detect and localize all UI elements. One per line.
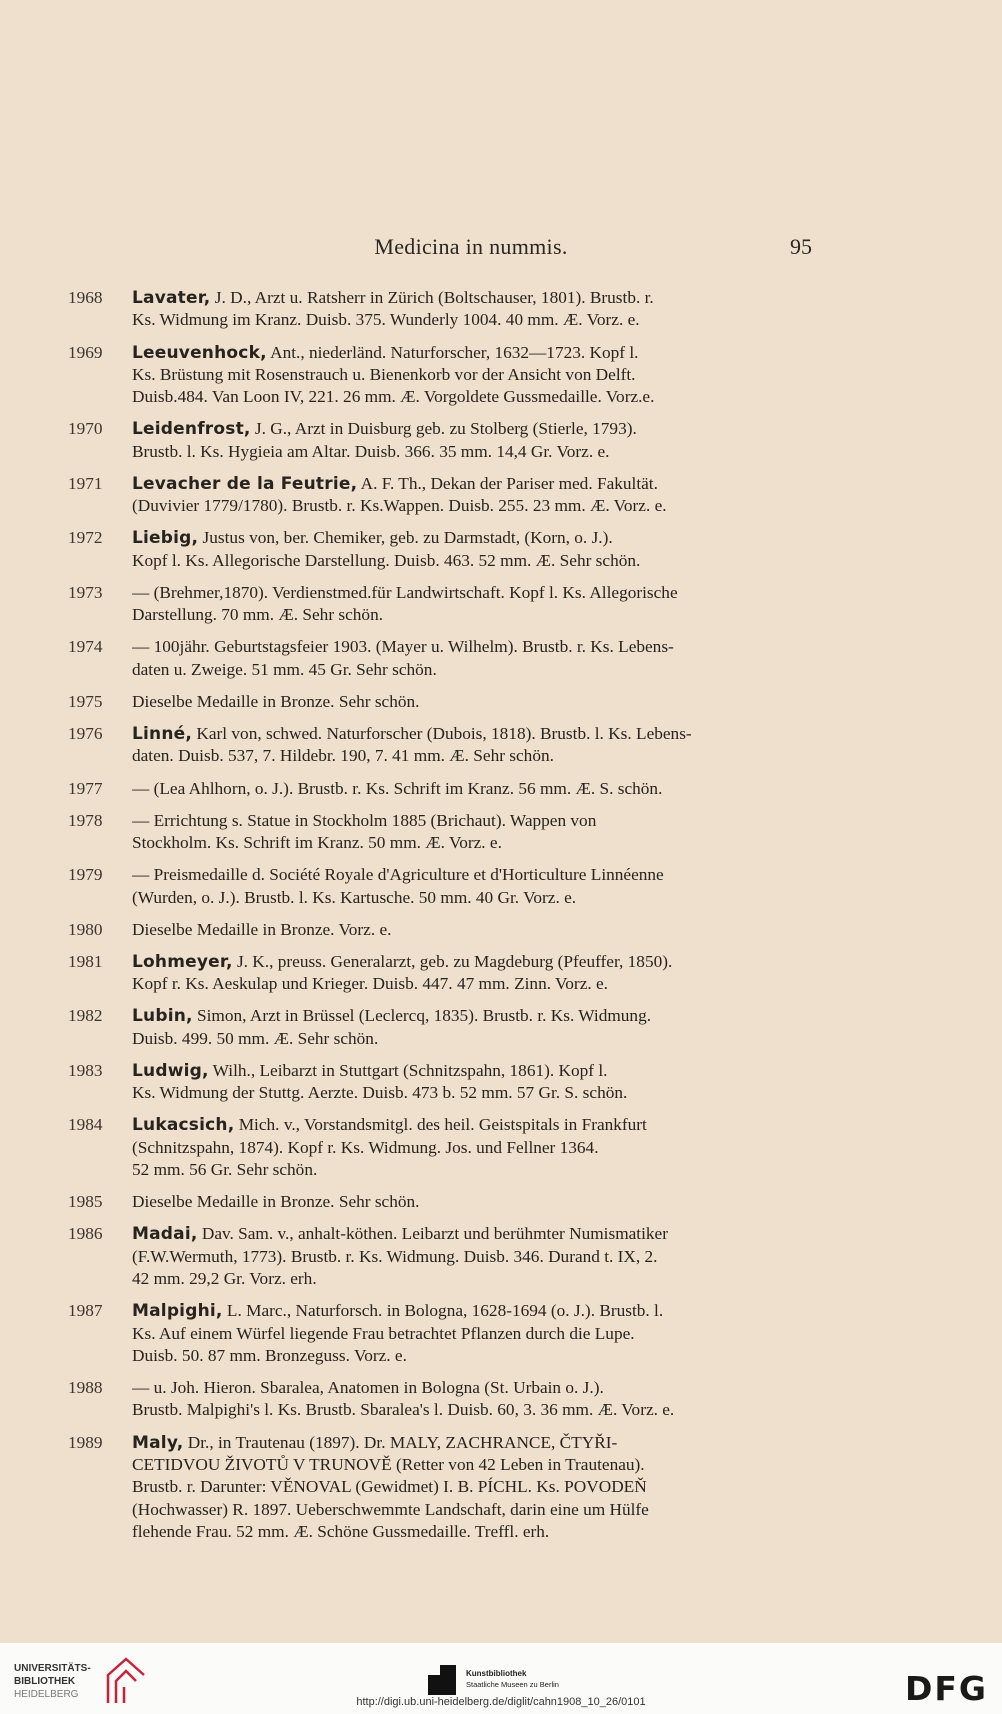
entry-line: CETIDVOU ŽIVOTŮ V TRUNOVĚ (Retter von 42 Leben in Trautenau). (132, 1454, 645, 1474)
entry-number: 1981 (68, 951, 103, 971)
kunstbibliothek-logo[interactable] (428, 1665, 608, 1695)
catalog-entry (60, 778, 832, 800)
running-head (130, 234, 812, 264)
entry-number: 1985 (68, 1192, 103, 1212)
entry-number: 1982 (68, 1006, 103, 1026)
entry-text: A. F. Th., Dekan der Pariser med. Fakultät. (357, 473, 658, 493)
entry-number: 1979 (68, 865, 103, 885)
catalog-entry (60, 1005, 832, 1050)
kunstbibliothek-text: Kunstbibliothek Staatliche Museen zu Berlin (466, 1669, 559, 1689)
catalog-entry (60, 810, 832, 855)
catalog-entry (60, 582, 832, 627)
entry-line: Brustb. l. Ks. Hygieia am Altar. Duisb. 366. 35 mm. 14,4 Gr. Vorz. e. (132, 441, 610, 461)
entry-number: 1969 (68, 342, 103, 362)
entry-line (132, 418, 832, 440)
catalog-entries (60, 287, 832, 1553)
entry-line (132, 951, 832, 973)
entry-line: daten u. Zweige. 51 mm. 45 Gr. Sehr schön. (132, 659, 437, 679)
entry-line: Dieselbe Medaille in Bronze. Vorz. e. (132, 919, 392, 939)
entry-line: Kopf r. Ks. Aeskulap und Krieger. Duisb. 447. 47 mm. Zinn. Vorz. e. (132, 974, 608, 994)
entry-name: Ludwig, (132, 1060, 209, 1081)
catalog-entry (60, 691, 832, 713)
catalog-entry (60, 919, 832, 941)
entry-line (132, 1300, 832, 1322)
entry-name: Lavater, (132, 288, 211, 308)
entry-text: J. K., preuss. Generalarzt, geb. zu Magdeburg (Pfeuffer, 1850). (232, 951, 673, 971)
page-title: Medicina in nummis. (374, 234, 568, 259)
entry-line (132, 1432, 832, 1454)
dfg-logo[interactable]: DFG (904, 1669, 988, 1708)
entry-number: 1986 (68, 1224, 103, 1244)
entry-number: 1984 (68, 1115, 103, 1135)
entry-line: Dieselbe Medaille in Bronze. Sehr schön. (132, 691, 420, 711)
entry-text: Ant., niederländ. Naturforscher, 1632—1723. Kopf l. (266, 342, 639, 362)
entry-line: 42 mm. 29,2 Gr. Vorz. erh. (132, 1269, 317, 1288)
entry-line (132, 342, 832, 364)
entry-text: L. Marc., Naturforsch. in Bologna, 1628-1694 (o. J.). Brustb. l. (222, 1301, 664, 1321)
entry-number: 1978 (68, 810, 103, 830)
catalog-entry (60, 473, 832, 518)
entry-line: (Duvivier 1779/1780). Brustb. r. Ks.Wappen. Duisb. 255. 23 mm. Æ. Vorz. e. (132, 496, 667, 516)
entry-number: 1975 (68, 691, 103, 711)
entry-number: 1983 (68, 1060, 103, 1080)
entry-number: 1970 (68, 419, 103, 439)
catalog-entry (60, 864, 832, 909)
entry-name: Leidenfrost, (132, 419, 251, 440)
source-url[interactable]: http://digi.ub.uni-heidelberg.de/diglit/cahn1908_10_26/0101 (356, 1696, 646, 1708)
entry-line: — u. Joh. Hieron. Sbaralea, Anatomen in Bologna (St. Urbain o. J.). (132, 1378, 604, 1397)
entry-number: 1977 (68, 778, 103, 798)
entry-text: Simon, Arzt in Brüssel (Leclercq, 1835). Brustb. r. Ks. Widmung. (192, 1006, 652, 1026)
entry-number: 1976 (68, 724, 103, 743)
entry-text: Justus von, ber. Chemiker, geb. zu Darmstadt, (Korn, o. J.). (198, 528, 613, 548)
entry-name: Linné, (132, 724, 193, 744)
entry-number: 1987 (68, 1301, 103, 1321)
entry-line: daten. Duisb. 537, 7. Hildebr. 190, 7. 41 mm. Æ. Sehr schön. (132, 746, 554, 766)
entry-line: (Hochwasser) R. 1897. Ueberschwemmte Landschaft, darin eine um Hülfe (132, 1499, 649, 1519)
entry-name: Leeuvenhock, (132, 342, 267, 363)
catalog-entry (60, 1300, 832, 1367)
entry-line: Stockholm. Ks. Schrift im Kranz. 50 mm. Æ. Vorz. e. (132, 833, 502, 852)
catalog-entry (60, 1114, 832, 1181)
entry-number: 1989 (68, 1432, 103, 1452)
entry-number: 1974 (68, 637, 103, 657)
entry-text: Mich. v., Vorstandsmitgl. des heil. Geistspitals in Frankfurt (234, 1115, 647, 1135)
entry-line: Ks. Brüstung mit Rosenstrauch u. Bienenkorb vor der Ansicht von Delft. (132, 364, 636, 384)
entry-line: Ks. Widmung im Kranz. Duisb. 375. Wunderly 1004. 40 mm. Æ. Vorz. e. (132, 310, 640, 330)
entry-line (132, 1223, 832, 1245)
entry-line (132, 287, 832, 309)
entry-line: Brustb. Malpighi's l. Ks. Brustb. Sbaralea's l. Duisb. 60, 3. 36 mm. Æ. Vorz. e. (132, 1400, 675, 1420)
catalog-entry (60, 1191, 832, 1213)
entry-line (132, 527, 832, 549)
entry-line: (Wurden, o. J.). Brustb. l. Ks. Kartusche. 50 mm. 40 Gr. Vorz. e. (132, 887, 577, 907)
entry-line: 52 mm. 56 Gr. Sehr schön. (132, 1160, 318, 1179)
entry-line: Darstellung. 70 mm. Æ. Sehr schön. (132, 605, 384, 625)
entry-number: 1988 (68, 1378, 103, 1397)
entry-name: Malpighi, (132, 1301, 223, 1322)
entry-text: Dr., in Trautenau (1897). Dr. MALY, ZACHRANCE, ČTYŘI- (183, 1432, 618, 1452)
catalog-entry (60, 527, 832, 572)
entry-line (132, 1060, 832, 1082)
entry-text: J. D., Arzt u. Ratsherr in Zürich (Boltschauser, 1801). Brustb. r. (210, 288, 654, 307)
entry-line: Brustb. r. Darunter: VĚNOVAL (Gewidmet) I. B. PÍCHL. Ks. POVODEŇ (132, 1477, 647, 1497)
entry-line: Duisb. 499. 50 mm. Æ. Sehr schön. (132, 1028, 379, 1048)
entry-line: — Preismedaille d. Société Royale d'Agriculture et d'Horticulture Linnéenne (132, 865, 664, 885)
entry-line: (Schnitzspahn, 1874). Kopf r. Ks. Widmung. Jos. und Fellner 1364. (132, 1137, 599, 1157)
entry-text: J. G., Arzt in Duisburg geb. zu Stolberg (Stierle, 1793). (250, 419, 637, 439)
entry-number: 1971 (68, 473, 103, 493)
entry-line: Ks. Auf einem Würfel liegende Frau betrachtet Pflanzen durch die Lupe. (132, 1323, 635, 1343)
footer (0, 1643, 1002, 1714)
entry-line: — (Lea Ahlhorn, o. J.). Brustb. r. Ks. Schrift im Kranz. 56 mm. Æ. S. schön. (132, 778, 663, 798)
catalog-entry (60, 1223, 832, 1290)
catalog-entry (60, 1060, 832, 1105)
entry-line (132, 1005, 832, 1027)
entry-line: — (Brehmer,1870). Verdienstmed.für Landwirtschaft. Kopf l. Ks. Allegorische (132, 582, 678, 602)
entry-number: 1973 (68, 582, 103, 602)
entry-line: flehende Frau. 52 mm. Æ. Schöne Gussmedaille. Treffl. erh. (132, 1522, 550, 1542)
entry-line: Dieselbe Medaille in Bronze. Sehr schön. (132, 1192, 420, 1212)
entry-line: — 100jähr. Geburtstagsfeier 1903. (Mayer u. Wilhelm). Brustb. r. Ks. Lebens- (132, 637, 674, 657)
entry-name: Maly, (132, 1432, 184, 1453)
entry-text: Karl von, schwed. Naturforscher (Dubois, 1818). Brustb. l. Ks. Lebens- (192, 724, 692, 743)
entry-name: Lubin, (132, 1006, 193, 1027)
entry-name: Lohmeyer, (132, 951, 233, 972)
catalog-entry (60, 1377, 832, 1422)
catalog-entry (60, 287, 832, 332)
entry-text: Dav. Sam. v., anhalt-köthen. Leibarzt und berühmter Numismatiker (197, 1224, 668, 1244)
entry-line: (F.W.Wermuth, 1773). Brustb. r. Ks. Widmung. Duisb. 346. Durand t. IX, 2. (132, 1246, 658, 1266)
page-number: 95 (790, 234, 812, 259)
entry-number: 1968 (68, 288, 103, 307)
entry-line (132, 473, 832, 495)
entry-name: Madai, (132, 1224, 198, 1245)
entry-line: Duisb. 50. 87 mm. Bronzeguss. Vorz. e. (132, 1345, 407, 1365)
catalog-entry (60, 418, 832, 463)
entry-line (132, 1114, 832, 1136)
catalog-entry (60, 342, 832, 409)
entry-line: Ks. Widmung der Stuttg. Aerzte. Duisb. 473 b. 52 mm. 57 Gr. S. schön. (132, 1083, 628, 1103)
entry-line: — Errichtung s. Statue in Stockholm 1885 (Brichaut). Wappen von (132, 810, 597, 830)
catalog-entry (60, 723, 832, 768)
entry-number: 1980 (68, 919, 103, 939)
entry-name: Liebig, (132, 528, 199, 549)
entry-line: Kopf l. Ks. Allegorische Darstellung. Duisb. 463. 52 mm. Æ. Sehr schön. (132, 550, 641, 570)
entry-text: Wilh., Leibarzt in Stuttgart (Schnitzspahn, 1861). Kopf l. (208, 1060, 608, 1080)
ub-logo-text: UNIVERSITÄTS- BIBLIOTHEK HEIDELBERG (14, 1663, 91, 1700)
entry-name: Levacher de la Feutrie, (132, 473, 358, 494)
catalog-entry (60, 951, 832, 996)
entry-line: Duisb.484. Van Loon IV, 221. 26 mm. Æ. Vorgoldete Gussmedaille. Vorz.e. (132, 387, 655, 407)
catalog-entry (60, 1432, 832, 1544)
entry-line (132, 723, 832, 745)
entry-number: 1972 (68, 528, 103, 548)
entry-name: Lukacsich, (132, 1115, 235, 1136)
kunstbibliothek-mark-icon (428, 1665, 456, 1695)
catalog-entry (60, 636, 832, 681)
